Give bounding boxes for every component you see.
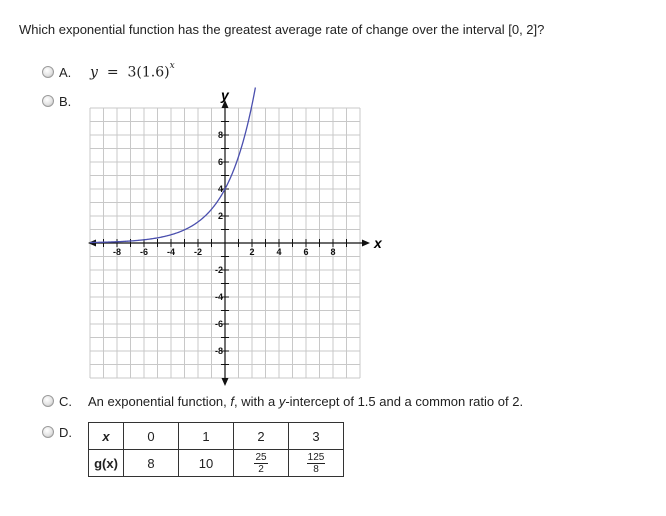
y-tick-label: 2 — [217, 211, 223, 221]
y-tick-label: -6 — [214, 319, 223, 329]
formula-exp: x — [169, 61, 175, 71]
fraction-g3-num: 125 — [307, 451, 325, 463]
x-tick-label: -2 — [193, 247, 203, 257]
option-d-radio[interactable] — [42, 426, 54, 438]
option-a-label: A. — [59, 65, 72, 80]
x-tick-label: -6 — [139, 247, 149, 257]
y-tick-label: 6 — [217, 157, 223, 167]
table-header-x: x — [89, 423, 124, 450]
fraction-g2 — [254, 452, 267, 475]
formula-eq: = — [106, 64, 119, 81]
y-tick-label: -2 — [214, 265, 223, 275]
table-cell-g0: 8 — [124, 450, 179, 477]
table-row-x — [89, 423, 344, 450]
y-axis-label: y — [221, 87, 229, 103]
x-tick-label: -8 — [112, 247, 122, 257]
x-tick-label: 8 — [330, 247, 336, 257]
y-axis-arrow-down — [222, 378, 229, 386]
table-cell-g1: 10 — [179, 450, 234, 477]
y-tick-label: 4 — [217, 184, 223, 194]
option-c-text-mid: , with a — [234, 394, 279, 409]
table-cell-x1: 1 — [179, 423, 234, 450]
option-d-label: D. — [59, 425, 72, 440]
y-tick-label: -4 — [214, 292, 223, 302]
table-cell-g3 — [289, 450, 344, 477]
x-axis-label: x — [374, 235, 382, 251]
fraction-g3-den: 8 — [313, 463, 319, 475]
formula-coef: 3(1.6) — [127, 64, 170, 81]
option-c-text-f: f — [230, 394, 235, 409]
fraction-g2-den: 2 — [258, 463, 264, 475]
table-cell-g2 — [234, 450, 289, 477]
y-tick-label: 8 — [217, 130, 223, 140]
formula-lhs: y — [90, 64, 98, 81]
graph-curve — [90, 88, 255, 243]
x-axis-arrow-right — [362, 240, 370, 247]
option-c-text — [88, 394, 523, 409]
option-c-label: C. — [59, 394, 72, 409]
x-tick-label: 6 — [303, 247, 309, 257]
option-b-label: B. — [59, 94, 72, 109]
table-cell-x2: 2 — [234, 423, 289, 450]
x-tick-label: 2 — [249, 247, 255, 257]
option-c-text-pre: An exponential function, — [88, 394, 231, 409]
table-header-g: g(x) — [89, 450, 124, 477]
fraction-g2-num: 25 — [255, 451, 267, 463]
option-c-radio[interactable] — [42, 395, 54, 407]
option-c-text-y: y — [278, 394, 286, 409]
fraction-g3 — [307, 452, 326, 475]
table-cell-x3: 3 — [289, 423, 344, 450]
table-row-g — [89, 450, 344, 477]
question-text: Which exponential function has the greatest average rate of change over the interval [0, 2]? — [19, 22, 545, 37]
x-tick-label: 4 — [276, 247, 282, 257]
table-cell-x0: 0 — [124, 423, 179, 450]
y-tick-label: -8 — [214, 346, 223, 356]
x-tick-label: -4 — [166, 247, 176, 257]
option-d-table — [88, 422, 344, 477]
option-c-text-post: -intercept of 1.5 and a common ratio of 2. — [285, 394, 524, 409]
